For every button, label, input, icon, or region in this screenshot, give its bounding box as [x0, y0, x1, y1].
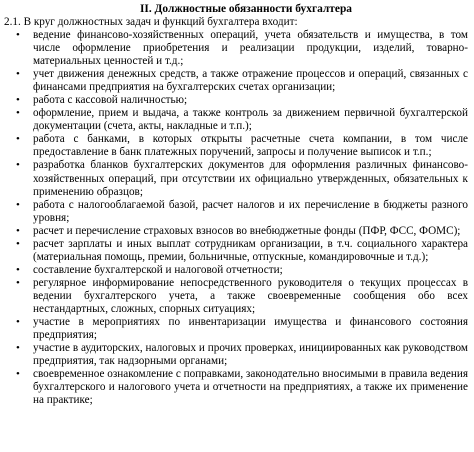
duty-text: участие в аудиторских, налоговых и прочих проверках, инициированных как руководством предприятия, так надзорными органами; [33, 342, 468, 368]
duty-text: участие в мероприятиях по инвентаризации имущества и финансового состояния предприятия; [33, 316, 468, 342]
bullet-icon: • [16, 263, 20, 276]
bullet-icon: • [16, 342, 20, 355]
duty-item [4, 225, 468, 238]
section-intro: 2.1. В круг должностных задач и функций бухгалтера входит: [4, 16, 298, 28]
duty-text: составление бухгалтерской и налоговой отчетности; [33, 263, 283, 276]
duty-item [4, 238, 468, 264]
duty-item [4, 342, 468, 368]
duty-text: регулярное информирование непосредственного руководителя о текущих процессах в ведении бухгалтерского учета, а также своевременные сообщения обо всех нестандартных, сложных, спорных ситуациях; [33, 276, 468, 315]
duty-item [4, 368, 468, 407]
duty-text: разработка бланков бухгалтерских документов для оформления различных финансово-хозяйственных операций, при отсутствии их официально утвержденных, обязательных к применению образцов; [33, 159, 468, 198]
duty-item [4, 94, 468, 107]
duty-text: своевременное ознакомление с поправками, законодательно вносимыми в правила ведения бухгалтерского и налогового учета и отчетности на предприятиях, а также их применение на практике; [33, 368, 468, 407]
duty-text: работа с кассовой наличностью; [33, 94, 188, 107]
duty-item [4, 107, 468, 133]
duty-item [4, 133, 468, 159]
duty-text: учет движения денежных средств, а также отражение процессов и операций, связанных с финансами предприятия на бухгалтерских счетах организации; [33, 68, 468, 94]
bullet-icon: • [16, 94, 20, 107]
duty-item [4, 264, 468, 277]
duty-text: работа с банками, в которых открыты расчетные счета компании, в том числе предоставление в банк платежных поручений, запросы и получение выписок и т.п.; [33, 133, 468, 159]
document-page [0, 2, 474, 452]
duty-item [4, 159, 468, 198]
duty-text: расчет и перечисление страховых взносов во внебюджетные фонды (ПФР, ФСС, ФОМС); [33, 224, 461, 237]
bullet-icon: • [16, 316, 20, 329]
bullet-icon: • [16, 68, 20, 81]
bullet-icon: • [16, 159, 20, 172]
duty-item [4, 29, 468, 68]
duty-item [4, 316, 468, 342]
duty-item [4, 68, 468, 94]
duty-text: расчет зарплаты и иных выплат сотрудникам организации, в т.ч. социального характера (материальная помощь, премии, больничные, отпускные, командировочные и т.д.); [33, 237, 468, 263]
bullet-icon: • [16, 276, 20, 289]
bullet-icon: • [16, 107, 20, 120]
bullet-icon: • [16, 368, 20, 381]
duties-list [4, 29, 468, 407]
bullet-icon: • [16, 237, 20, 250]
bullet-icon: • [16, 133, 20, 146]
duty-text: ведение финансово-хозяйственных операций, учета обязательств и имущества, в том числе оформление приобретения и реализации продукции, изделий, товарно-материальных ценностей и т.д.; [33, 29, 468, 68]
bullet-icon: • [16, 29, 20, 41]
duty-text: оформление, прием и выдача, а также контроль за движением первичной бухгалтерской документации (счета, акты, накладные и т.п.); [33, 107, 468, 133]
section-title: II. Должностные обязанности бухгалтера [140, 3, 352, 15]
duty-item [4, 199, 468, 225]
bullet-icon: • [16, 198, 20, 211]
bullet-icon: • [16, 224, 20, 237]
duty-item [4, 277, 468, 316]
duty-text: работа с налогооблагаемой базой, расчет налогов и их перечисление в бюджеты разного уровня; [33, 198, 468, 224]
